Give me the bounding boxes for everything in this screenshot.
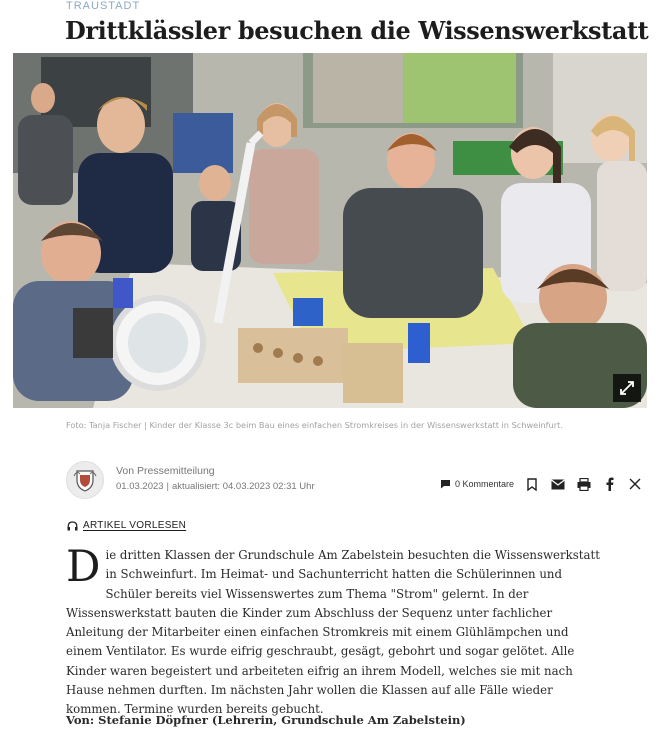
- expand-icon: [619, 380, 635, 396]
- updated-date: aktualisiert: 04.03.2023 02:31 Uhr: [172, 481, 315, 492]
- article-photo[interactable]: [13, 53, 647, 408]
- coat-of-arms-icon: [71, 466, 99, 494]
- headphones-icon: [67, 521, 78, 531]
- x-icon: [629, 478, 641, 490]
- mail-icon: [551, 479, 565, 490]
- mail-button[interactable]: [550, 476, 566, 492]
- article-actions: [440, 476, 514, 492]
- article-body: [66, 542, 606, 720]
- kicker[interactable]: TRAUSTADT: [66, 0, 141, 12]
- byline: Von: Stefanie Döpfner (Lehrerin, Grundschule Am Zabelstein): [66, 713, 466, 727]
- facebook-icon: [606, 477, 614, 491]
- page-title: Drittklässler besuchen die Wissenswerkstatt: [65, 16, 649, 45]
- facebook-share-button[interactable]: [602, 476, 618, 492]
- expand-photo-button[interactable]: [613, 374, 641, 402]
- author-name[interactable]: Von Pressemitteilung: [116, 465, 215, 477]
- photo-caption: Foto: Tanja Fischer | Kinder der Klasse 3c beim Bau eines einfachen Stromkreises in der Wissenswerkstatt in Schweinfurt.: [66, 420, 563, 430]
- comments-count: 0 Kommentare: [455, 479, 515, 489]
- date-separator: |: [166, 481, 170, 492]
- dropcap: D: [66, 542, 101, 592]
- read-aloud-label: ARTIKEL VORLESEN: [83, 520, 187, 531]
- read-aloud-button[interactable]: [67, 520, 186, 531]
- x-share-button[interactable]: [627, 476, 643, 492]
- bookmark-button[interactable]: [524, 476, 540, 492]
- photo-illustration: [13, 53, 647, 408]
- article-text: ie dritten Klassen der Grundschule Am Zabelstein besuchten die Wissenswerkstatt in Schweinfurt. Im Heimat- und Sachunterricht hatten die Schülerinnen und Schüler bereits viel Wissenswertes zum Thema "Strom" gelernt. In der Wissenswerkstatt bauten die Kinder zum Abschluss der Sequenz unter fachlicher Anleitung der Mitarbeiter einen einfachen Stromkreis mit einem Glühlämpchen und einem Ventilator. Es wurde eifrig geschraubt, gesägt, gebohrt und sogar gelötet. Alle Kinder waren begeistert und arbeiteten eifrig an ihrem Modell, welches sie mit nach Hause nehmen durften. Im nächsten Jahr wollen die Klassen auf alle Fälle wieder kommen. Termine wurden bereits gebucht.: [66, 548, 600, 717]
- bookmark-icon: [527, 478, 537, 491]
- print-icon: [577, 478, 591, 491]
- comments-link[interactable]: [440, 479, 514, 489]
- date-line: [116, 481, 315, 492]
- comment-icon: [440, 479, 451, 489]
- published-date: 01.03.2023: [116, 481, 164, 492]
- print-button[interactable]: [576, 476, 592, 492]
- avatar: [66, 461, 104, 499]
